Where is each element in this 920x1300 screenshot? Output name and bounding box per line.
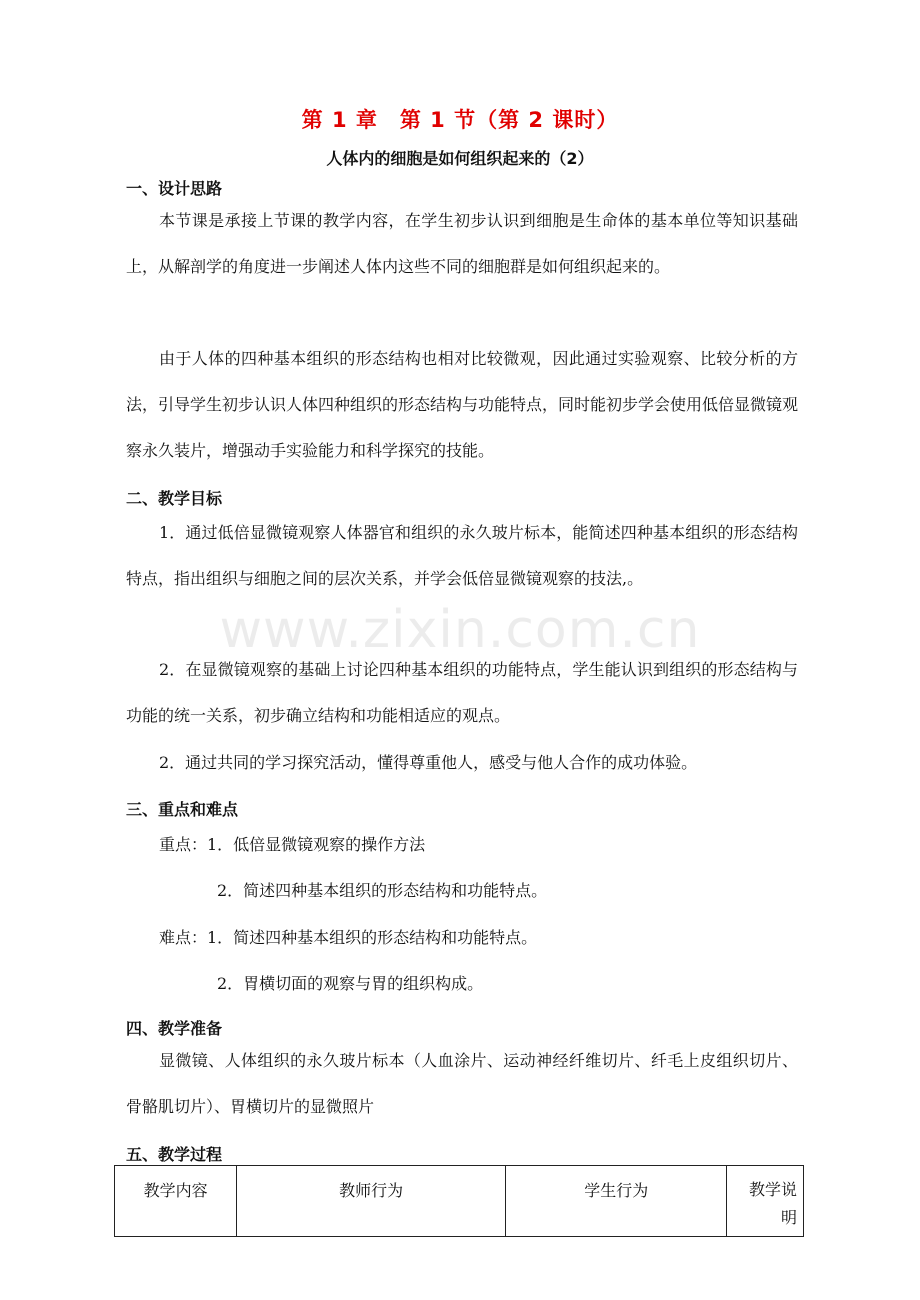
section-heading-key-points: 三、重点和难点 bbox=[126, 800, 239, 819]
process-table bbox=[114, 1165, 804, 1237]
section-heading-design: 一、设计思路 bbox=[126, 179, 223, 198]
focus-line-1: 重点：1．低倍显微镜观察的操作方法 bbox=[159, 835, 426, 854]
column-header-student: 学生行为 bbox=[506, 1166, 727, 1237]
difficulty-line-2: 2．胃横切面的观察与胃的组织构成。 bbox=[217, 974, 484, 993]
column-header-content: 教学内容 bbox=[115, 1166, 237, 1237]
column-header-teacher: 教师行为 bbox=[237, 1166, 506, 1237]
difficulty-line-1: 难点：1．简述四种基本组织的形态结构和功能特点。 bbox=[159, 928, 538, 947]
lesson-subtitle: 人体内的细胞是如何组织起来的（2） bbox=[326, 149, 594, 168]
goal-item-1: 1．通过低倍显微镜观察人体器官和组织的永久玻片标本，能简述四种基本组织的形态结构特点，指出组织与细胞之间的层次关系，并学会低倍显微镜观察的技法,。 bbox=[126, 523, 798, 588]
lesson-title: 第 1 章 第 1 节（第 2 课时） bbox=[301, 108, 619, 132]
section-heading-process: 五、教学过程 bbox=[126, 1145, 223, 1164]
watermark: www.zixin.com.cn bbox=[219, 600, 701, 660]
table-header-row bbox=[115, 1166, 804, 1237]
section-heading-prep: 四、教学准备 bbox=[126, 1019, 223, 1038]
goal-item-3: 2．通过共同的学习探究活动，懂得尊重他人，感受与他人合作的成功体验。 bbox=[159, 753, 698, 772]
column-header-notes: 教学说明 bbox=[727, 1166, 804, 1237]
design-paragraph-2: 由于人体的四种基本组织的形态结构也相对比较微观，因此通过实验观察、比较分析的方法，引导学生初步认识人体四种组织的形态结构与功能特点，同时能初步学会使用低倍显微镜观察永久装片，增强动手实验能力和科学探究的技能。 bbox=[126, 349, 799, 460]
focus-line-2: 2．简述四种基本组织的形态结构和功能特点。 bbox=[217, 881, 548, 900]
section-heading-goals: 二、教学目标 bbox=[126, 489, 223, 508]
goal-item-2: 2．在显微镜观察的基础上讨论四种基本组织的功能特点，学生能认识到组织的形态结构与功能的统一关系，初步确立结构和功能相适应的观点。 bbox=[126, 660, 798, 725]
design-paragraph-1: 本节课是承接上节课的教学内容，在学生初步认识到细胞是生命体的基本单位等知识基础上，从解剖学的角度进一步阐述人体内这些不同的细胞群是如何组织起来的。 bbox=[126, 211, 798, 276]
prep-paragraph: 显微镜、人体组织的永久玻片标本（人血涂片、运动神经纤维切片、纤毛上皮组织切片、骨骼肌切片）、胃横切片的显微照片 bbox=[126, 1051, 798, 1116]
